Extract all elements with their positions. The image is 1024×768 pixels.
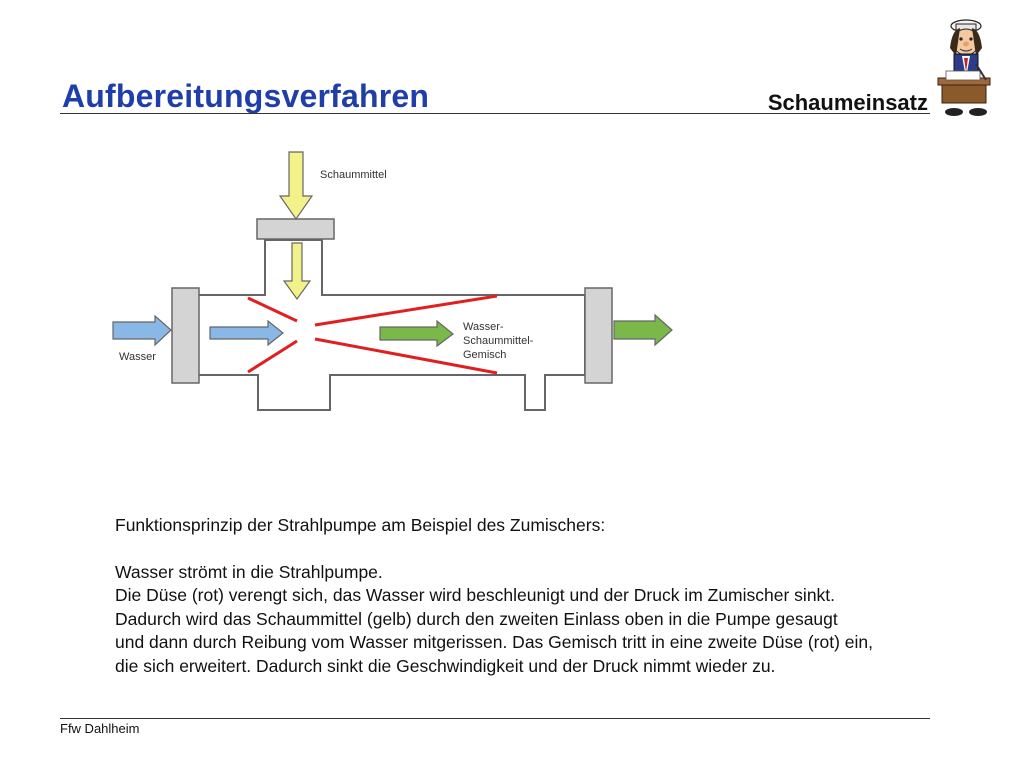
right-flange — [585, 288, 612, 383]
water-inlet-arrow-icon — [113, 316, 171, 345]
foam-inlet-arrow-icon — [280, 152, 312, 219]
mixture-outlet-arrow-icon — [614, 315, 672, 345]
description-line: Dadurch wird das Schaummittel (gelb) durch den zweiten Einlass oben in die Pumpe gesaugt — [115, 608, 838, 629]
page-title: Aufbereitungsverfahren — [62, 78, 430, 114]
foam-inlet-cap — [257, 219, 334, 239]
footer-text: Ffw Dahlheim — [60, 721, 140, 736]
description-text — [115, 514, 995, 678]
description-line: die sich erweitert. Dadurch sinkt die Geschwindigkeit und der Druck nimmt wieder zu. — [115, 655, 776, 676]
description-intro: Funktionsprinzip der Strahlpumpe am Beispiel des Zumischers: — [115, 515, 606, 535]
description-line: Wasser strömt in die Strahlpumpe. — [115, 561, 383, 582]
footer-divider — [60, 718, 930, 719]
left-flange — [172, 288, 199, 383]
jet-pump-diagram — [100, 140, 680, 440]
label-mixture-line1: Wasser- — [463, 321, 504, 333]
pump-body-outline — [198, 240, 585, 410]
label-foam-agent: Schaummittel — [320, 169, 387, 181]
description-line: und dann durch Reibung vom Wasser mitgerissen. Das Gemisch tritt in eine zweite Düse (rot) ein, — [115, 632, 874, 652]
description-line: Die Düse (rot) verengt sich, das Wasser wird beschleunigt und der Druck im Zumischer sinkt. — [115, 585, 836, 605]
firefighter-mascot-icon — [932, 16, 996, 120]
label-mixture-line2: Schaummittel- — [463, 335, 534, 347]
section-subtitle: Schaumeinsatz — [767, 90, 928, 115]
header-divider — [60, 113, 930, 114]
label-mixture-line3: Gemisch — [463, 349, 507, 361]
label-water: Wasser — [119, 351, 156, 363]
